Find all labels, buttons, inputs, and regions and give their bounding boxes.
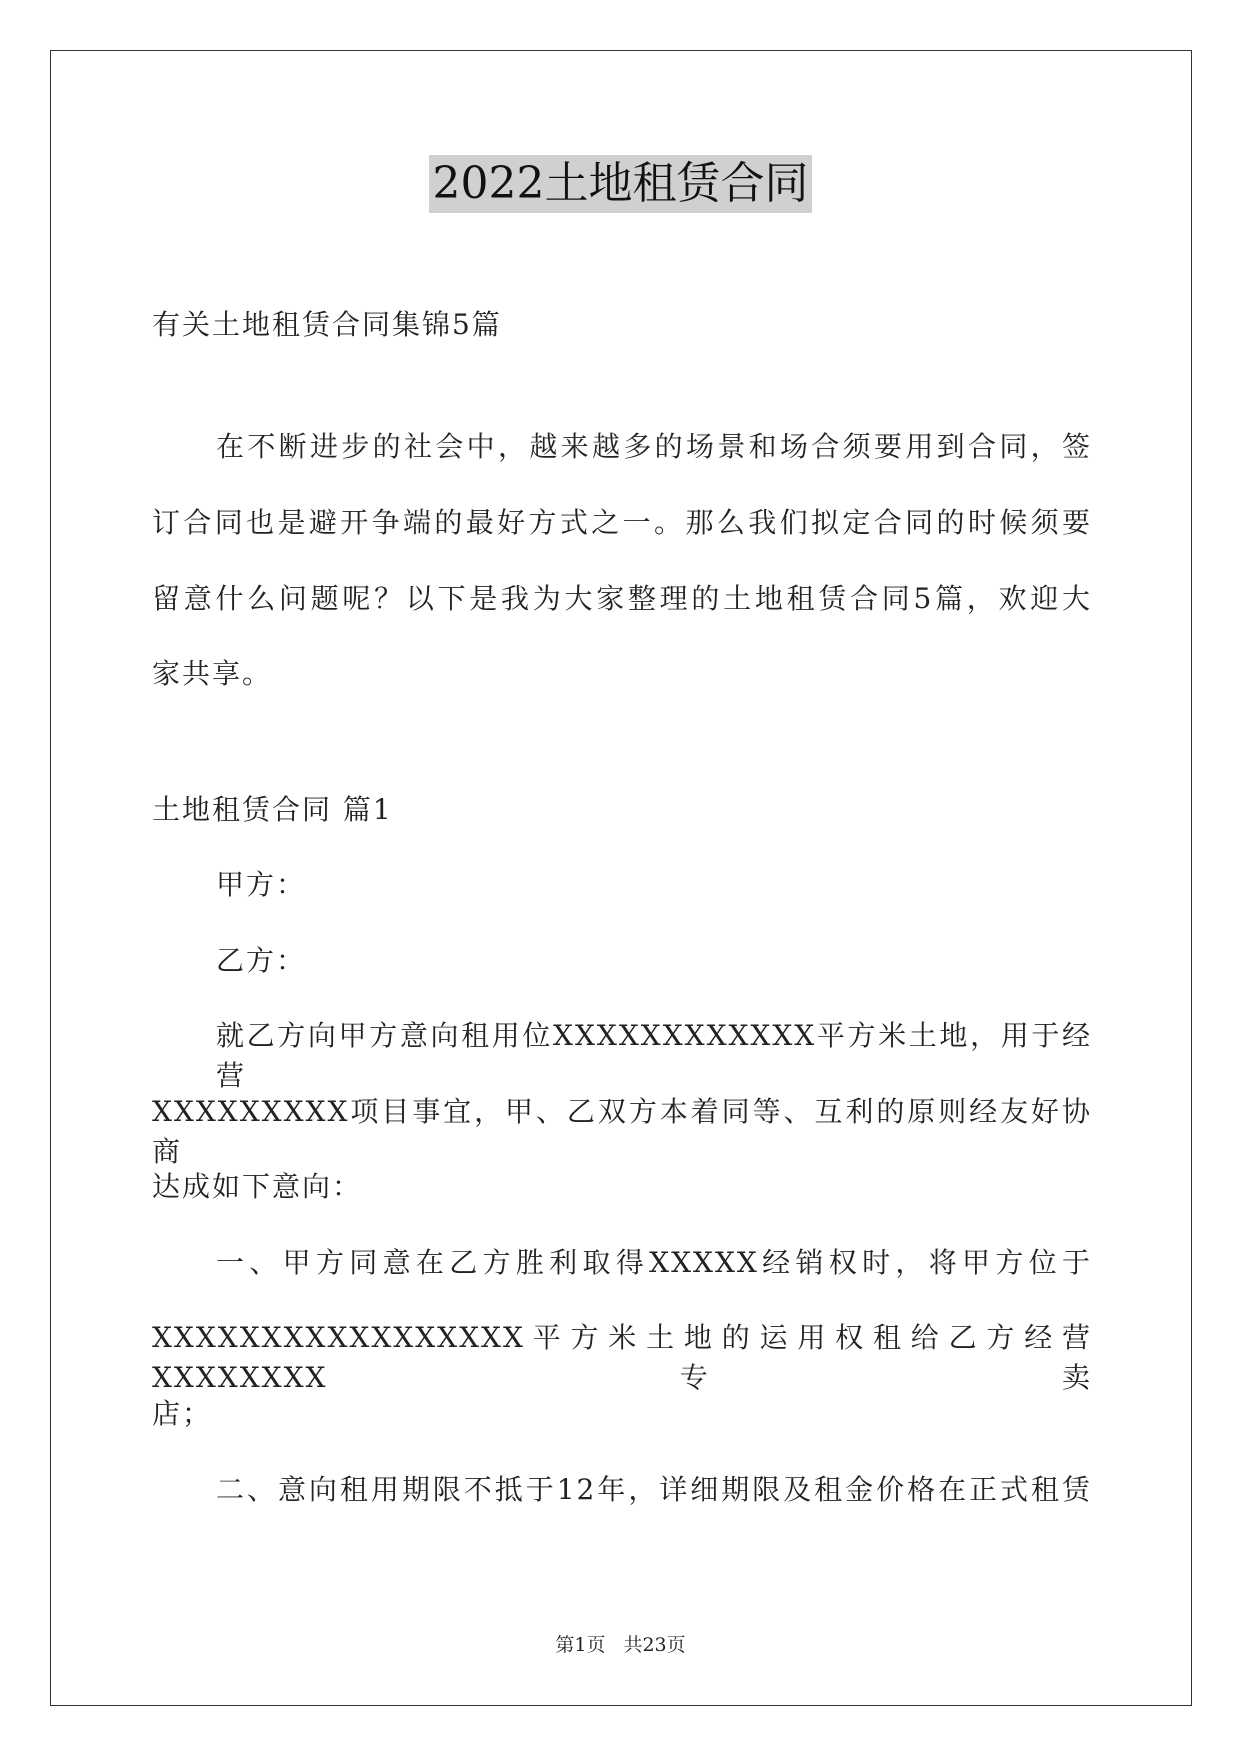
paragraph-line: 订合同也是避开争端的最好方式之一。那么我们拟定合同的时候须要 [152, 506, 1092, 539]
clause-line: 二、意向租用期限不抵于12年，详细期限及租金价格在正式租赁 [216, 1473, 1092, 1506]
paragraph-line: 就乙方向甲方意向租用位XXXXXXXXXXXX平方米土地，用于经营 [216, 1019, 1092, 1092]
title-container [0, 155, 1241, 213]
clause-line: 店； [152, 1397, 213, 1430]
paragraph-line: 家共享。 [152, 657, 273, 690]
page-number: 第1页 [555, 1634, 606, 1656]
clause-line: XXXXXXXXXXXXXXXXX平方米土地的运用权租给乙方经营XXXXXXXX专卖 [152, 1321, 1092, 1394]
paragraph-line: XXXXXXXXX项目事宜，甲、乙双方本着同等、互利的原则经友好协商 [152, 1095, 1092, 1168]
paragraph-line: 在不断进步的社会中，越来越多的场景和场合须要用到合同，签 [216, 430, 1092, 463]
paragraph-line: 达成如下意向： [152, 1170, 363, 1203]
page-total: 共23页 [623, 1634, 686, 1656]
party-b-line: 乙方： [216, 944, 307, 977]
document-title: 2022土地租赁合同 [429, 155, 813, 213]
paragraph-line: 留意什么问题呢？以下是我为大家整理的土地租赁合同5篇，欢迎大 [152, 582, 1092, 615]
page-footer [0, 1632, 1241, 1658]
section-heading: 土地租赁合同 篇1 [152, 793, 393, 826]
clause-line: 一、甲方同意在乙方胜利取得XXXXX经销权时，将甲方位于 [216, 1246, 1092, 1279]
subtitle-line: 有关土地租赁合同集锦5篇 [152, 308, 502, 341]
party-a-line: 甲方： [216, 868, 307, 901]
